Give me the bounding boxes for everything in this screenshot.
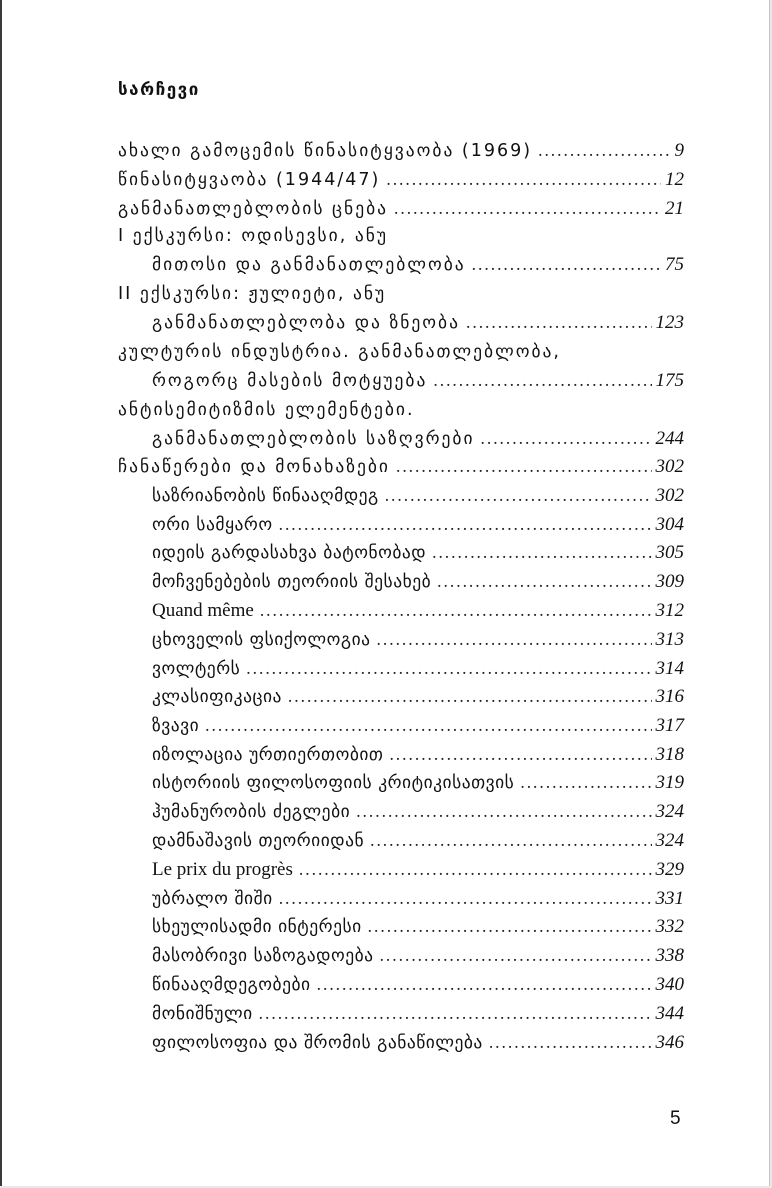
toc-entry-page: 340 <box>655 974 684 995</box>
toc-subentry <box>152 768 684 796</box>
toc-entry-page: 316 <box>655 686 684 707</box>
toc-subentry <box>152 970 684 998</box>
toc-entry-title: ფილოსოფია და შრომის განაწილება <box>152 1033 483 1053</box>
toc-subentry <box>152 1028 684 1056</box>
toc-entry-title: ანტისემიტიზმის ელემენტები. <box>118 400 415 420</box>
toc-entry-page: 21 <box>665 198 684 219</box>
toc-entry <box>118 194 684 222</box>
toc-entry-title: წინააღმდეგობები <box>152 975 311 995</box>
toc-leader <box>288 682 652 710</box>
toc-entry <box>152 366 684 394</box>
toc-entry-title: სხეულისადმი ინტერესი <box>152 917 362 937</box>
toc-subentry <box>152 625 684 653</box>
toc-leader <box>246 654 651 682</box>
toc-entry-title: კულტურის ინდუსტრია. განმანათლებლობა, <box>118 342 561 362</box>
toc-entry-page: 313 <box>655 629 684 650</box>
toc-leader <box>279 510 652 538</box>
toc-entry-page: 309 <box>655 571 684 592</box>
toc-entry <box>118 396 684 424</box>
toc-leader <box>433 366 651 394</box>
toc-entry-title: იდეის გარდასახვა ბატონობად <box>152 543 427 563</box>
toc-entry-page: 332 <box>655 916 684 937</box>
toc-leader <box>394 194 661 222</box>
toc-subentry <box>152 740 684 768</box>
toc-leader <box>260 596 652 624</box>
toc-leader <box>489 1028 652 1056</box>
toc-leader <box>259 999 652 1027</box>
toc-leader <box>380 941 652 969</box>
toc-subentry <box>152 510 684 538</box>
toc-entry-page: 9 <box>674 140 684 161</box>
toc-leader <box>317 970 652 998</box>
toc-subentry <box>152 711 684 739</box>
page-number: 5 <box>670 1108 681 1129</box>
toc-entry-page: 75 <box>665 254 684 275</box>
toc-subentry <box>152 567 684 595</box>
table-of-contents <box>2 0 769 1186</box>
toc-entry-page: 12 <box>665 169 684 190</box>
toc-entry-page: 302 <box>655 456 684 477</box>
toc-entry-title: მოჩვენებების თეორიის შესახებ <box>152 572 432 592</box>
toc-subentry <box>152 884 684 912</box>
page-title: სარჩევი <box>118 80 200 100</box>
toc-entry-title: იზოლაცია ურთიერთობით <box>152 745 384 765</box>
toc-leader <box>386 165 661 193</box>
toc-entry <box>118 338 684 366</box>
toc-entry-page: 338 <box>655 945 684 966</box>
toc-entry <box>118 165 684 193</box>
toc-subentry <box>152 682 684 710</box>
toc-entry-title: ჰუმანურობის ძეგლები <box>152 802 351 822</box>
toc-entry-title: უბრალო შიში <box>152 889 273 909</box>
toc-entry-title: I ექსკურსი: ოდისევსი, ანუ <box>118 226 389 246</box>
toc-leader <box>481 424 652 452</box>
toc-entry-page: 244 <box>655 428 684 449</box>
toc-leader <box>205 711 651 739</box>
toc-entry-title: ახალი გამოცემის წინასიტყვაობა (1969) <box>118 141 533 161</box>
toc-entry-page: 324 <box>655 801 684 822</box>
toc-leader <box>385 481 652 509</box>
toc-entry <box>118 280 684 308</box>
toc-entry-page: 314 <box>655 658 684 679</box>
toc-entry-title: როგორც მასების მოტყუება <box>152 371 428 391</box>
toc-entry-title: განმანათლებლობის ცნება <box>118 199 389 219</box>
toc-leader <box>389 740 651 768</box>
toc-entry-page: 317 <box>655 715 684 736</box>
toc-leader <box>279 884 652 912</box>
toc-entry-page: 312 <box>655 600 684 621</box>
toc-leader <box>377 625 652 653</box>
toc-entry <box>118 222 684 250</box>
toc-entry-title: Le prix du progrès <box>152 859 293 880</box>
toc-entry-page: 175 <box>655 370 684 391</box>
toc-leader <box>520 768 651 796</box>
toc-subentry <box>152 912 684 940</box>
toc-entry-title: II ექსკურსი: ჟულიეტი, ანუ <box>118 284 387 304</box>
toc-entry-title: დამნაშავის თეორიიდან <box>152 831 365 851</box>
toc-entry-page: 302 <box>655 485 684 506</box>
toc-entry-title: Quand même <box>152 600 254 621</box>
toc-entry-page: 324 <box>655 830 684 851</box>
toc-subentry <box>152 999 684 1027</box>
toc-subentry <box>152 481 684 509</box>
toc-subentry <box>152 538 684 566</box>
toc-entry-title: კლასიფიკაცია <box>152 687 282 707</box>
toc-entry <box>152 250 684 278</box>
toc-entry-title: წინასიტყვაობა (1944/47) <box>118 170 381 190</box>
toc-leader <box>356 797 651 825</box>
toc-subentry <box>152 797 684 825</box>
toc-entry-page: 318 <box>655 744 684 765</box>
toc-entry-page: 344 <box>655 1003 684 1024</box>
toc-entry-title: საზრიანობის წინააღმდეგ <box>152 486 379 506</box>
toc-entry-title: ცხოველის ფსიქოლოგია <box>152 630 371 650</box>
toc-entry <box>152 308 684 336</box>
toc-entry-page: 123 <box>655 312 684 333</box>
toc-entry-page: 346 <box>655 1032 684 1053</box>
toc-subentry <box>152 654 684 682</box>
toc-entry <box>152 424 684 452</box>
toc-leader <box>466 308 652 336</box>
toc-entry-title: მონიშნული <box>152 1004 253 1024</box>
toc-entry-title: ორი სამყარო <box>152 515 273 535</box>
toc-leader <box>472 250 661 278</box>
toc-leader <box>396 452 652 480</box>
toc-subentry <box>152 855 684 883</box>
toc-leader <box>432 538 651 566</box>
toc-leader <box>299 855 652 883</box>
toc-leader <box>437 567 651 595</box>
toc-subentry <box>152 596 684 624</box>
toc-entry-title: ისტორიის ფილოსოფიის კრიტიკისათვის <box>152 773 515 793</box>
toc-entry <box>118 452 684 480</box>
toc-entry-title: მასობრივი საზოგადოება <box>152 946 374 966</box>
toc-leader <box>370 826 651 854</box>
toc-leader <box>538 136 670 164</box>
toc-subentry <box>152 826 684 854</box>
toc-entry-title: ვოლტერს <box>152 659 241 679</box>
toc-entry-title: ზვავი <box>152 716 200 736</box>
toc-entry-title: განმანათლებლობის საზღვრები <box>152 429 475 449</box>
toc-subentry <box>152 941 684 969</box>
toc-entry-page: 331 <box>655 888 684 909</box>
toc-entry-title: მითოსი და განმანათლებლობა <box>152 255 466 275</box>
toc-entry-title: განმანათლებლობა და ზნეობა <box>152 313 460 333</box>
toc-entry-page: 319 <box>655 772 684 793</box>
toc-entry-title: ჩანაწერები და მონახაზები <box>118 457 390 477</box>
toc-entry-page: 304 <box>655 514 684 535</box>
toc-entry <box>118 136 684 164</box>
toc-entry-page: 329 <box>655 859 684 880</box>
toc-entry-page: 305 <box>655 542 684 563</box>
toc-leader <box>368 912 652 940</box>
